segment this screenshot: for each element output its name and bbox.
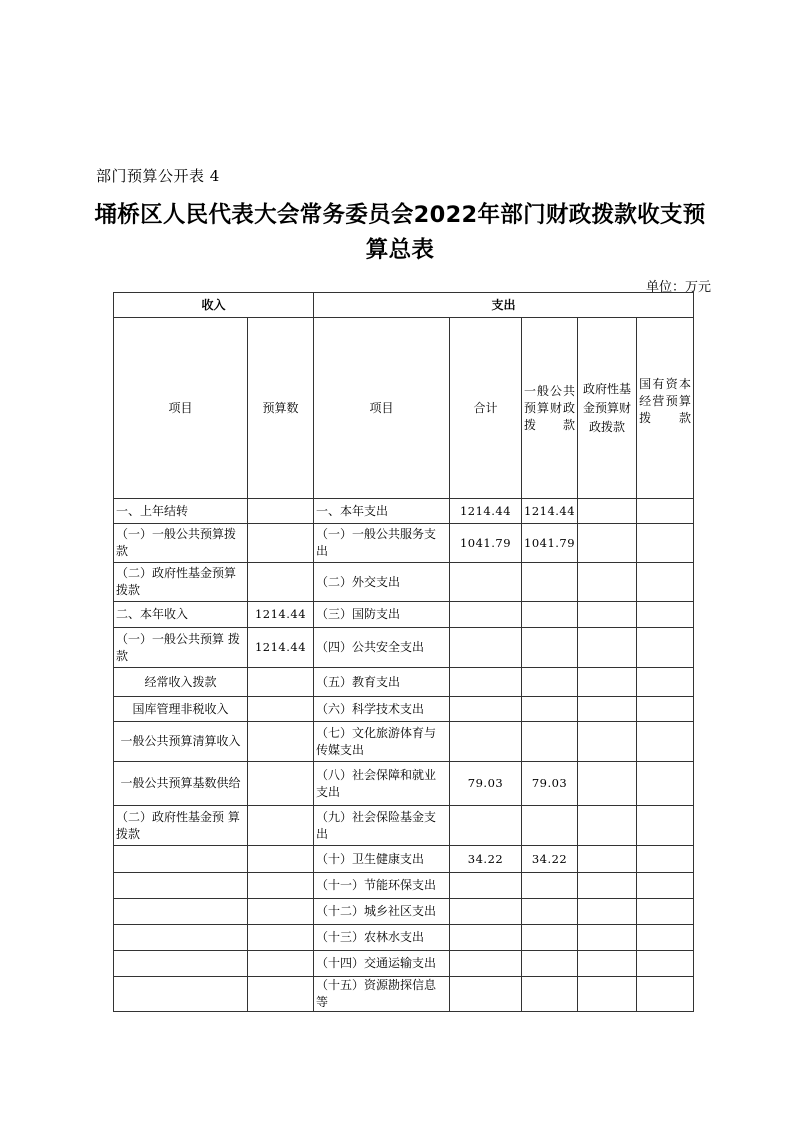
table-row: [114, 977, 694, 1012]
state-capital-cell: [637, 977, 694, 1012]
income-value-cell: [248, 762, 314, 806]
general-budget-cell: [522, 899, 578, 925]
page-title: 埇桥区人民代表大会常务委员会2022年部门财政拨款收支预算总表: [94, 202, 706, 263]
income-item-cell: 一般公共预算清算收入: [114, 722, 248, 762]
expense-item-header: 项目: [314, 318, 450, 499]
income-value-cell: [248, 951, 314, 977]
income-item-cell: [114, 951, 248, 977]
income-value-cell: [248, 722, 314, 762]
income-value-cell: [248, 925, 314, 951]
gov-fund-cell: [578, 762, 637, 806]
expense-item-cell: （十五）资源勘探信息等: [314, 977, 450, 1012]
income-value-cell: [248, 563, 314, 602]
state-capital-cell: [637, 846, 694, 873]
gov-fund-cell: [578, 563, 637, 602]
income-value-cell: [248, 668, 314, 697]
state-capital-cell: [637, 499, 694, 524]
table-row: [114, 628, 694, 668]
total-cell: [450, 602, 522, 628]
gov-fund-cell: [578, 524, 637, 563]
general-budget-cell: [522, 602, 578, 628]
table-row: [114, 697, 694, 722]
document-label: 部门预算公开表 4: [96, 167, 220, 185]
gov-fund-cell: [578, 668, 637, 697]
income-value-cell: 1214.44: [248, 602, 314, 628]
expense-item-cell: （十一）节能环保支出: [314, 873, 450, 899]
income-item-cell: 二、本年收入: [114, 602, 248, 628]
gov-fund-cell: [578, 873, 637, 899]
state-capital-cell: [637, 722, 694, 762]
income-value-cell: [248, 846, 314, 873]
table-row: [114, 722, 694, 762]
general-budget-cell: [522, 925, 578, 951]
table-row: [114, 524, 694, 563]
expense-item-cell: （五）教育支出: [314, 668, 450, 697]
total-cell: [450, 873, 522, 899]
expense-item-cell: 一、本年支出: [314, 499, 450, 524]
gov-fund-cell: [578, 602, 637, 628]
expense-item-cell: （六）科学技术支出: [314, 697, 450, 722]
income-value-cell: [248, 806, 314, 846]
income-item-header: 项目: [114, 318, 248, 499]
income-item-cell: 一般公共预算基数供给: [114, 762, 248, 806]
total-cell: 1041.79: [450, 524, 522, 563]
total-cell: 79.03: [450, 762, 522, 806]
table-row: [114, 899, 694, 925]
table-row: [114, 563, 694, 602]
income-item-cell: [114, 873, 248, 899]
total-cell: 34.22: [450, 846, 522, 873]
table-row: [114, 925, 694, 951]
expense-item-cell: （十四）交通运输支出: [314, 951, 450, 977]
gov-fund-cell: [578, 899, 637, 925]
income-budget-header: 预算数: [248, 318, 314, 499]
income-item-cell: （一）一般公共预算 拨款: [114, 628, 248, 668]
income-header: 收入: [114, 293, 314, 318]
general-budget-cell: 79.03: [522, 762, 578, 806]
state-capital-cell: [637, 628, 694, 668]
general-budget-cell: [522, 722, 578, 762]
income-item-cell: [114, 899, 248, 925]
table-row: [114, 762, 694, 806]
expense-item-cell: （二）外交支出: [314, 563, 450, 602]
state-capital-cell: [637, 762, 694, 806]
state-capital-header: 国有资本经营预算拨款: [637, 318, 694, 499]
gov-fund-header: 政府性基金预算财政拨款: [578, 318, 637, 499]
total-cell: [450, 899, 522, 925]
gov-fund-cell: [578, 499, 637, 524]
general-budget-cell: 1214.44: [522, 499, 578, 524]
expense-item-cell: （九）社会保险基金支出: [314, 806, 450, 846]
total-header: 合计: [450, 318, 522, 499]
income-item-cell: [114, 846, 248, 873]
expense-item-cell: （一）一般公共服务支出: [314, 524, 450, 563]
total-cell: [450, 977, 522, 1012]
state-capital-cell: [637, 899, 694, 925]
table-row: [114, 846, 694, 873]
general-budget-cell: [522, 977, 578, 1012]
income-item-cell: 经常收入拨款: [114, 668, 248, 697]
general-budget-cell: [522, 806, 578, 846]
gov-fund-cell: [578, 697, 637, 722]
gov-fund-cell: [578, 846, 637, 873]
header-group-row: [114, 293, 694, 318]
total-cell: [450, 951, 522, 977]
income-value-cell: [248, 697, 314, 722]
expense-item-cell: （三）国防支出: [314, 602, 450, 628]
total-cell: [450, 697, 522, 722]
state-capital-cell: [637, 873, 694, 899]
total-cell: [450, 628, 522, 668]
total-cell: [450, 925, 522, 951]
unit-label: 单位：万元: [645, 280, 711, 295]
table-row: [114, 499, 694, 524]
state-capital-cell: [637, 951, 694, 977]
expense-item-cell: （十三）农林水支出: [314, 925, 450, 951]
general-budget-cell: [522, 628, 578, 668]
income-value-cell: [248, 524, 314, 563]
general-budget-cell: [522, 563, 578, 602]
expense-header: 支出: [314, 293, 694, 318]
income-value-cell: [248, 899, 314, 925]
total-cell: [450, 722, 522, 762]
table-row: [114, 951, 694, 977]
total-cell: [450, 806, 522, 846]
state-capital-cell: [637, 563, 694, 602]
income-value-cell: [248, 977, 314, 1012]
general-budget-cell: [522, 873, 578, 899]
income-value-cell: [248, 499, 314, 524]
expense-item-cell: （七）文化旅游体育与传媒支出: [314, 722, 450, 762]
general-budget-cell: [522, 697, 578, 722]
state-capital-cell: [637, 602, 694, 628]
budget-table: [113, 292, 694, 1012]
state-capital-cell: [637, 697, 694, 722]
income-item-cell: 一、上年结转: [114, 499, 248, 524]
general-budget-cell: [522, 668, 578, 697]
column-header-row: [114, 318, 694, 499]
income-item-cell: （二）政府性基金预算拨款: [114, 563, 248, 602]
expense-item-cell: （八）社会保障和就业支出: [314, 762, 450, 806]
total-cell: [450, 563, 522, 602]
income-item-cell: 国库管理非税收入: [114, 697, 248, 722]
general-budget-cell: [522, 951, 578, 977]
income-item-cell: [114, 977, 248, 1012]
table-body: [114, 499, 694, 1012]
total-cell: 1214.44: [450, 499, 522, 524]
state-capital-cell: [637, 524, 694, 563]
income-value-cell: [248, 873, 314, 899]
general-budget-cell: 1041.79: [522, 524, 578, 563]
state-capital-cell: [637, 806, 694, 846]
table-row: [114, 668, 694, 697]
state-capital-cell: [637, 925, 694, 951]
total-cell: [450, 668, 522, 697]
income-value-cell: 1214.44: [248, 628, 314, 668]
general-budget-header: 一般公共预算财政拨款: [522, 318, 578, 499]
expense-item-cell: （四）公共安全支出: [314, 628, 450, 668]
expense-item-cell: （十二）城乡社区支出: [314, 899, 450, 925]
income-item-cell: [114, 925, 248, 951]
gov-fund-cell: [578, 925, 637, 951]
income-item-cell: （二）政府性基金预 算拨款: [114, 806, 248, 846]
gov-fund-cell: [578, 977, 637, 1012]
state-capital-cell: [637, 668, 694, 697]
table-row: [114, 602, 694, 628]
table-row: [114, 873, 694, 899]
gov-fund-cell: [578, 628, 637, 668]
table-row: [114, 806, 694, 846]
expense-item-cell: （十）卫生健康支出: [314, 846, 450, 873]
gov-fund-cell: [578, 722, 637, 762]
gov-fund-cell: [578, 951, 637, 977]
general-budget-cell: 34.22: [522, 846, 578, 873]
income-item-cell: （一）一般公共预算拨款: [114, 524, 248, 563]
gov-fund-cell: [578, 806, 637, 846]
